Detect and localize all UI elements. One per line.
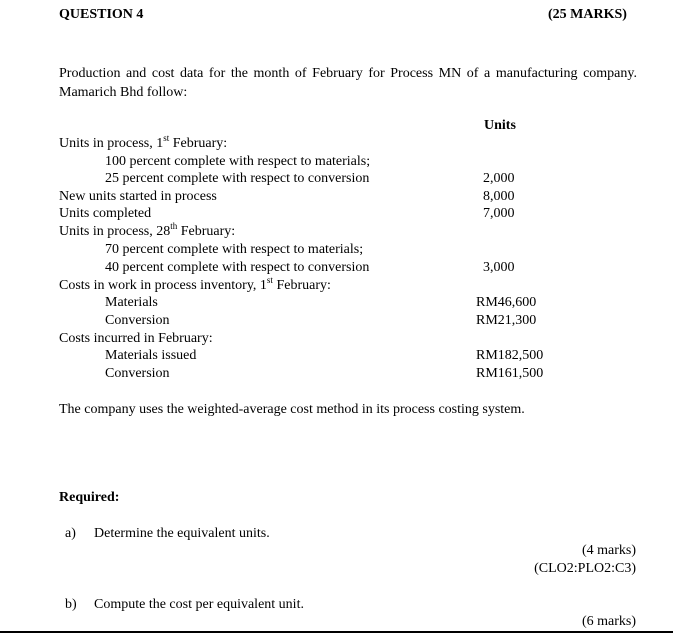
table-row [59, 294, 637, 312]
intro-paragraph: Production and cost data for the month of February for Process MN of a manufacturing company. Mamarich Bhd follow: [59, 66, 637, 100]
row-label: Conversion [105, 365, 170, 381]
part-b-marks: (6 marks) [581, 614, 636, 629]
row-label: Units completed [59, 206, 152, 221]
row-label: 40 percent complete with respect to conversion [105, 259, 370, 275]
part-a-letter: a) [65, 526, 76, 541]
row-value: 2,000 [483, 171, 515, 186]
row-label: Conversion [105, 312, 170, 328]
table-row [59, 153, 637, 171]
row-value: 8,000 [483, 188, 515, 204]
part-a-marks: (4 marks) [581, 543, 636, 558]
row-label: 100 percent complete with respect to materials; [105, 153, 371, 169]
row-label: Materials [105, 294, 158, 310]
row-value: RM161,500 [476, 365, 544, 381]
question-title: QUESTION 4 [59, 7, 144, 22]
method-note: The company uses the weighted-average cost method in its process costing system. [59, 402, 525, 417]
table-row [59, 347, 637, 365]
row-label: Units in process, 1st February: [59, 133, 228, 151]
part-a-clo: (CLO2:PLO2:C3) [534, 561, 636, 576]
row-label: Materials issued [105, 347, 197, 363]
row-label: Costs incurred in February: [59, 330, 213, 346]
table-row [59, 365, 637, 383]
row-label: 25 percent complete with respect to conversion [105, 171, 370, 186]
row-label: 70 percent complete with respect to materials; [105, 241, 364, 257]
table-row [59, 241, 637, 259]
table-row [59, 220, 637, 241]
row-label: New units started in process [59, 188, 217, 204]
table-row [59, 312, 637, 330]
table-row [59, 259, 637, 277]
page-bottom-rule [0, 631, 673, 633]
table-row [59, 330, 637, 348]
row-value: 3,000 [483, 259, 515, 275]
part-a-text: Determine the equivalent units. [94, 526, 270, 541]
table-row [59, 274, 637, 295]
question-marks: (25 MARKS) [548, 7, 627, 22]
part-b-letter: b) [65, 597, 77, 612]
units-column-header: Units [484, 118, 516, 133]
row-value: RM21,300 [476, 312, 537, 328]
part-b-text: Compute the cost per equivalent unit. [94, 597, 304, 612]
row-value: RM46,600 [476, 294, 537, 310]
row-label: Units in process, 28th February: [59, 220, 236, 239]
table-row [59, 205, 637, 223]
row-value: RM182,500 [476, 347, 544, 363]
required-heading: Required: [59, 490, 120, 505]
table-row [59, 135, 637, 153]
table-row [59, 188, 637, 206]
row-label: Costs in work in process inventory, 1st February: [59, 274, 331, 293]
row-value: 7,000 [483, 206, 515, 221]
table-row [59, 170, 637, 188]
